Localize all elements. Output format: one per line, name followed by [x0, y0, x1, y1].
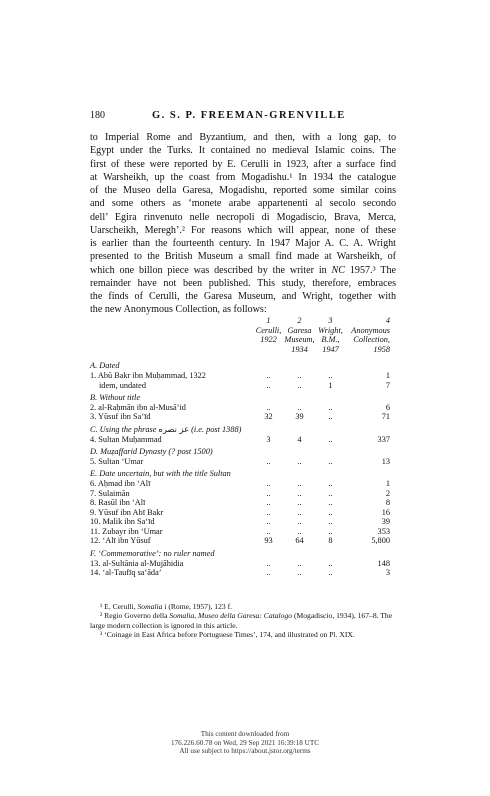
arabic-phrase: عز نصره — [158, 423, 190, 434]
column-name: Wright, — [318, 325, 343, 335]
cell-value: 39 — [381, 517, 390, 527]
cell-value: 8 — [328, 536, 333, 546]
cell-value: .. — [266, 488, 271, 498]
table-row — [90, 508, 396, 518]
section-title-text: D. Muẓaffarid Dynasty (? post 1500) — [90, 447, 213, 457]
header-spacer — [90, 345, 253, 355]
column-name-2: 1922 — [260, 335, 277, 345]
cell-value: .. — [328, 488, 333, 498]
row-label: 2. al-Raḥmān ibn al-Musā’id — [90, 402, 186, 412]
column-year: 1934 — [291, 344, 308, 354]
cell-value: .. — [328, 526, 333, 536]
cell-value: 2 — [385, 488, 390, 498]
table-row — [90, 457, 396, 467]
cell-value: .. — [328, 412, 333, 422]
cell-value: 4 — [297, 434, 302, 444]
cell-value: .. — [328, 370, 333, 380]
footnote: ¹ E. Cerulli, Somalia i (Rome, 1957), 123 f. — [100, 602, 233, 611]
cell-value: 16 — [381, 507, 390, 517]
body-line: to Imperial Rome and Byzantium, and then, with a long gap, to — [90, 132, 396, 143]
table-section-row — [90, 444, 396, 457]
cell-value: .. — [328, 517, 333, 527]
body-line: first of these were reported by E. Cerulli in 1923, after a surface find — [90, 158, 396, 170]
cell-value: .. — [328, 507, 333, 517]
table-row — [90, 371, 396, 381]
column-year: 1947 — [322, 344, 339, 354]
body-line: and some others as ‘monete arabe appartenenti al secolo secondo — [90, 198, 396, 210]
cell-value: .. — [297, 517, 302, 527]
body-line: remainder have not been published. This study, therefore, embraces — [90, 277, 396, 289]
cell-value: 1 — [385, 478, 390, 488]
table-row — [90, 479, 396, 489]
cell-value: 13 — [381, 456, 390, 466]
cell-value: 337 — [377, 434, 390, 444]
section-title-text: E. Date uncertain, but with the title Sultan — [90, 469, 231, 479]
page-number: 180 — [90, 110, 105, 121]
notice-line: All use subject to https://about.jstor.org/terms — [179, 747, 311, 756]
cell-value: 71 — [381, 412, 390, 422]
table-section-row — [90, 358, 396, 371]
row-label: 3. Yūsuf ibn Sa‘īd — [90, 412, 151, 422]
header-spacer — [90, 335, 253, 345]
table-row — [90, 559, 396, 569]
body-line: the new Anonymous Collection, as follows: — [90, 304, 267, 316]
cell-value: .. — [266, 478, 271, 488]
section-title — [90, 358, 396, 371]
table-row — [90, 568, 396, 578]
section-title — [90, 390, 396, 403]
cell-value: 1 — [328, 380, 333, 390]
running-header — [90, 110, 396, 124]
table-section-row — [90, 546, 396, 559]
cell-value: .. — [266, 498, 271, 508]
cell-value: .. — [297, 456, 302, 466]
column-name-2: Museum, — [284, 335, 315, 345]
body-line: presented to the British Museum a small find made at Warsheikh, of — [90, 251, 396, 263]
table-row — [90, 527, 396, 537]
cell-value: 39 — [295, 412, 304, 422]
cell-value: .. — [266, 558, 271, 568]
notice-line: This content downloaded from — [200, 730, 290, 738]
cell-value: .. — [266, 402, 271, 412]
cell-value: .. — [328, 434, 333, 444]
cell-value: .. — [297, 507, 302, 517]
body-line: Uarscheikh, Meregh’.² For reasons which will appear, none of these — [90, 224, 396, 236]
table-row — [90, 403, 396, 413]
cell-value: 32 — [264, 412, 273, 422]
cell-value: 5,800 — [371, 536, 390, 546]
column-year — [253, 345, 284, 355]
table-row — [90, 381, 396, 391]
table-row — [90, 536, 396, 546]
column-name: Anonymous — [351, 325, 390, 335]
column-name-2: B.M., — [321, 335, 340, 345]
table-section-row — [90, 422, 396, 435]
table-header-row — [90, 326, 396, 336]
section-title — [90, 546, 396, 559]
body-line: at Warsheikh, up the coast from Mogadishu.¹ In 1934 the catalogue — [90, 171, 396, 183]
cell-value: .. — [328, 456, 333, 466]
cell-value: .. — [266, 517, 271, 527]
footnotes — [90, 602, 396, 640]
section-title — [90, 444, 396, 457]
section-title-text: B. Without title — [90, 393, 141, 403]
column-number: 4 — [385, 316, 390, 325]
row-label: 7. Sulaimān — [90, 488, 130, 498]
column-year: 1958 — [373, 344, 390, 354]
cell-value: .. — [328, 478, 333, 488]
row-label: 9. Yūsuf ibn Abī Bakr — [90, 507, 164, 517]
cell-value: .. — [328, 568, 333, 578]
cell-value: .. — [266, 526, 271, 536]
cell-value: .. — [297, 498, 302, 508]
body-line: of the Museo della Garesa, Mogadishu, reported some similar coins — [90, 185, 396, 196]
row-label: 4. Sultan Muḥammad — [90, 434, 162, 444]
cell-value: 64 — [295, 536, 304, 546]
column-name-2: Collection, — [353, 335, 390, 345]
table-section-row — [90, 390, 396, 403]
body-line: Egypt under the Turks. It contained no medieval Islamic coins. The — [90, 145, 396, 157]
body-paragraph — [90, 131, 396, 317]
row-label: 6. Aḥmad ibn ‘Alī — [90, 478, 151, 488]
cell-value: .. — [328, 498, 333, 508]
cell-value: 3 — [385, 568, 390, 578]
section-title-text: C. Using the phrase — [90, 424, 157, 434]
section-title-suffix: (i.e. post 1388) — [189, 424, 242, 434]
cell-value: .. — [297, 402, 302, 412]
row-label: 1. Abū Bakr ibn Muḥammad, 1322 — [90, 370, 206, 380]
cell-value: 148 — [377, 558, 390, 568]
footnote: ³ ‘Coinage in East Africa before Portuguese Times’, 174, and illustrated on Pl. XIX. — [100, 630, 355, 640]
table-row — [90, 489, 396, 499]
cell-value: 93 — [264, 536, 273, 546]
column-name: Cerulli, — [255, 325, 282, 335]
table-row — [90, 435, 396, 445]
row-label: 13. al-Sultānia al-Mujāhidia — [90, 558, 184, 568]
table-section-row — [90, 466, 396, 479]
cell-value: .. — [328, 402, 333, 412]
section-title — [90, 422, 396, 435]
cell-value: .. — [266, 456, 271, 466]
running-title: G. S. P. FREEMAN-GRENVILLE — [152, 110, 346, 121]
cell-value: .. — [297, 370, 302, 380]
cell-value: 3 — [266, 434, 271, 444]
cell-value: .. — [297, 488, 302, 498]
section-title-text: A. Dated — [90, 361, 120, 371]
column-name: Garesa — [287, 325, 312, 335]
row-label: 8. Rasūl ibn ‘Alī — [90, 498, 146, 508]
column-number: 1 — [266, 316, 271, 325]
body-line: is earlier than the fourteenth century. In 1947 Major A. C. A. Wright — [90, 238, 396, 249]
cell-value: .. — [297, 526, 302, 536]
table-header-row — [90, 345, 396, 355]
notice-line: 176.226.60.78 on Wed, 29 Sep 2021 16:39:18 UTC — [170, 738, 320, 747]
row-label: 5. Sultan ‘Umar — [90, 456, 144, 466]
body-line: dell’ Egira rinvenuto nelle necropoli di Mogadiscio, Brava, Merca, — [90, 211, 396, 223]
cell-value: .. — [328, 558, 333, 568]
body-line: which one billon piece was described by the writer in NC 1957.³ The — [90, 264, 397, 276]
cell-value: .. — [297, 380, 302, 390]
row-label: 14. ‘al-Taufīq sa‘āda’ — [90, 568, 162, 578]
cell-value: .. — [297, 478, 302, 488]
row-label: 12. ‘Alī ibn Yūsuf — [90, 536, 151, 546]
header-spacer — [90, 326, 253, 336]
table-row — [90, 498, 396, 508]
cell-value: 353 — [377, 526, 390, 536]
cell-value: .. — [266, 568, 271, 578]
body-line: the finds of Cerulli, the Garesa Museum, and Wright, together with — [90, 291, 396, 302]
section-title-text: F. ‘Commemorative’: no ruler named — [90, 549, 215, 559]
cell-value: 1 — [385, 370, 390, 380]
header-spacer — [90, 316, 253, 326]
coin-finds-table — [90, 316, 396, 578]
row-label: 11. Zubayr ibn ‘Umar — [90, 526, 163, 536]
cell-value: .. — [266, 380, 271, 390]
row-label: idem, undated — [99, 380, 147, 390]
cell-value: .. — [266, 507, 271, 517]
row-label: 10. Malik ibn Sa‘īd — [90, 517, 155, 527]
cell-value: 8 — [385, 498, 390, 508]
cell-value: .. — [266, 370, 271, 380]
table-header-row — [90, 335, 396, 345]
section-title — [90, 466, 396, 479]
cell-value: 7 — [385, 380, 390, 390]
footnote: ² Regio Governo della Somalia, Museo della Garesa: Catalogo (Mogadiscio, 1934), 167–8. The large modern collection is ignored in this article. — [90, 611, 393, 630]
column-number: 3 — [328, 316, 333, 325]
cell-value: 6 — [385, 402, 390, 412]
jstor-download-notice — [0, 730, 490, 756]
cell-value: .. — [297, 568, 302, 578]
table-header-row — [90, 316, 396, 326]
table-row — [90, 412, 396, 422]
column-number: 2 — [297, 316, 302, 325]
table-row — [90, 517, 396, 527]
cell-value: .. — [297, 558, 302, 568]
